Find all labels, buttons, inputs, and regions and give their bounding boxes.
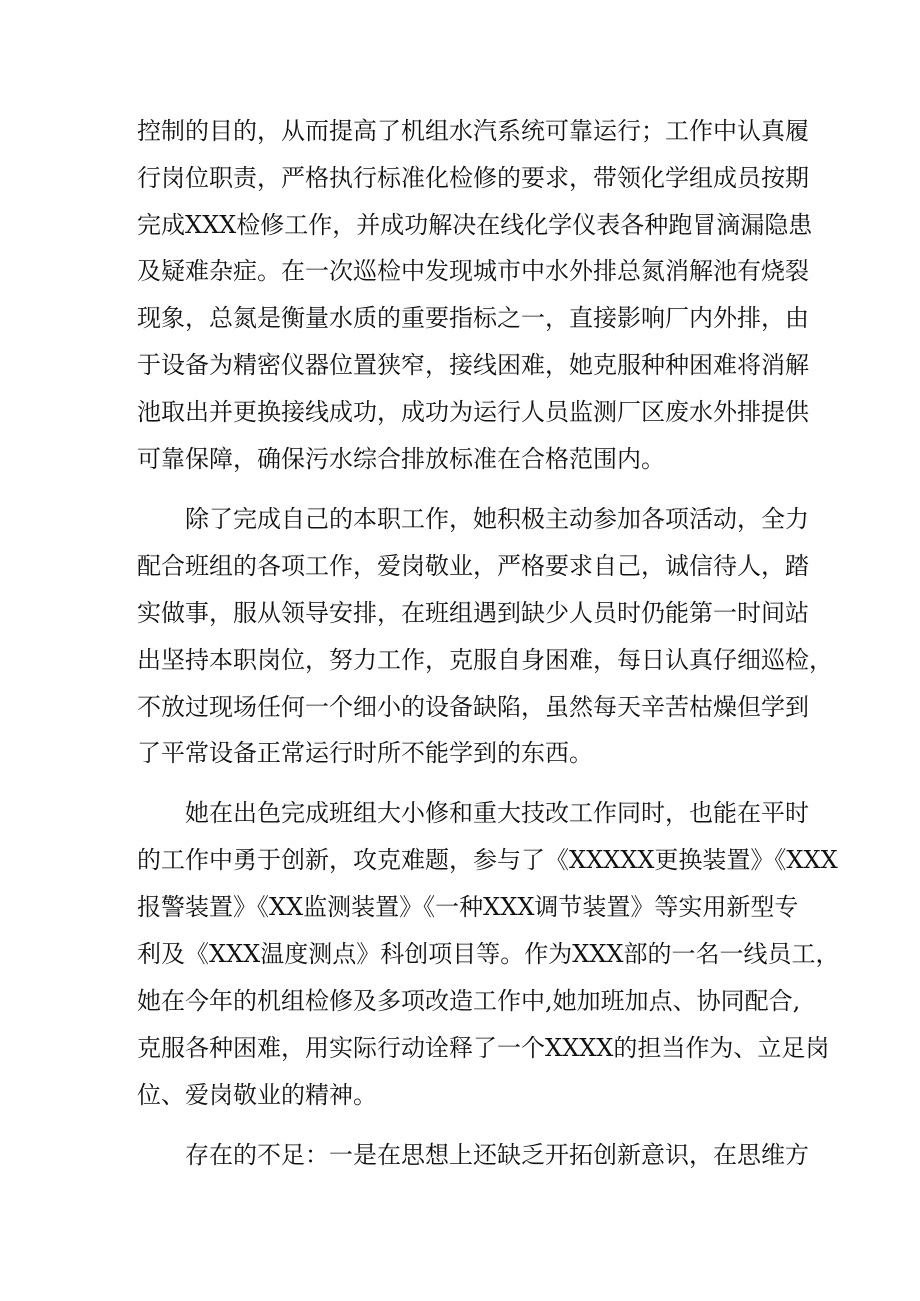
text-line: 行岗位职责，严格执行标准化检修的要求，带领化学组成员按期 <box>137 164 809 192</box>
text-line: 位、爱岗敬业的精神。 <box>137 1081 377 1109</box>
text-line: 克服各种困难，用实际行动诠释了一个XXXX的担当作为、立足岗 <box>137 1034 830 1062</box>
text-line: 可靠保障，确保污水综合排放标准在合格范围内。 <box>137 445 665 473</box>
text-line: 配合班组的各项工作，爱岗敬业，严格要求自己，诚信待人，踏 <box>137 552 809 580</box>
text-line: 报警装置》《XX监测装置》《一种XXX调节装置》等实用新型专 <box>137 893 799 921</box>
text-line: 实做事，服从领导安排，在班组遇到缺少人员时仍能第一时间站 <box>137 599 809 627</box>
text-line: 她在今年的机组检修及多项改造工作中,她加班加点、协同配合, <box>137 987 801 1015</box>
text-line: 了平常设备正常运行时所不能学到的东西。 <box>137 739 593 767</box>
text-line: 的工作中勇于创新，攻克难题，参与了《XXXXX更换装置》《XXX <box>137 846 838 874</box>
text-line: 于设备为精密仪器位置狭窄，接线困难，她克服种种困难将消解 <box>137 351 809 379</box>
text-line: 除了完成自己的本职工作，她积极主动参加各项活动，全力 <box>185 505 809 533</box>
text-line: 现象，总氮是衡量水质的重要指标之一，直接影响厂内外排，由 <box>137 304 809 332</box>
text-line: 出坚持本职岗位，努力工作，克服自身困难，每日认真仔细巡检， <box>137 646 833 674</box>
text-line: 她在出色完成班组大小修和重大技改工作同时，也能在平时 <box>185 799 809 827</box>
text-line: 及疑难杂症。在一次巡检中发现城市中水外排总氮消解池有烧裂 <box>137 257 809 285</box>
text-line: 完成XXX检修工作，并成功解决在线化学仪表各种跑冒滴漏隐患 <box>137 211 813 239</box>
text-line: 不放过现场任何一个细小的设备缺陷，虽然每天辛苦枯燥但学到 <box>137 693 809 721</box>
text-line: 池取出并更换接线成功，成功为运行人员监测厂区废水外排提供 <box>137 398 809 426</box>
text-line: 控制的目的，从而提高了机组水汽系统可靠运行；工作中认真履 <box>137 117 809 145</box>
text-line: 存在的不足：一是在思想上还缺乏开拓创新意识，在思维方 <box>185 1141 809 1169</box>
text-line: 利及《XXX温度测点》科创项目等。作为XXX部的一名一线员工， <box>137 940 840 968</box>
